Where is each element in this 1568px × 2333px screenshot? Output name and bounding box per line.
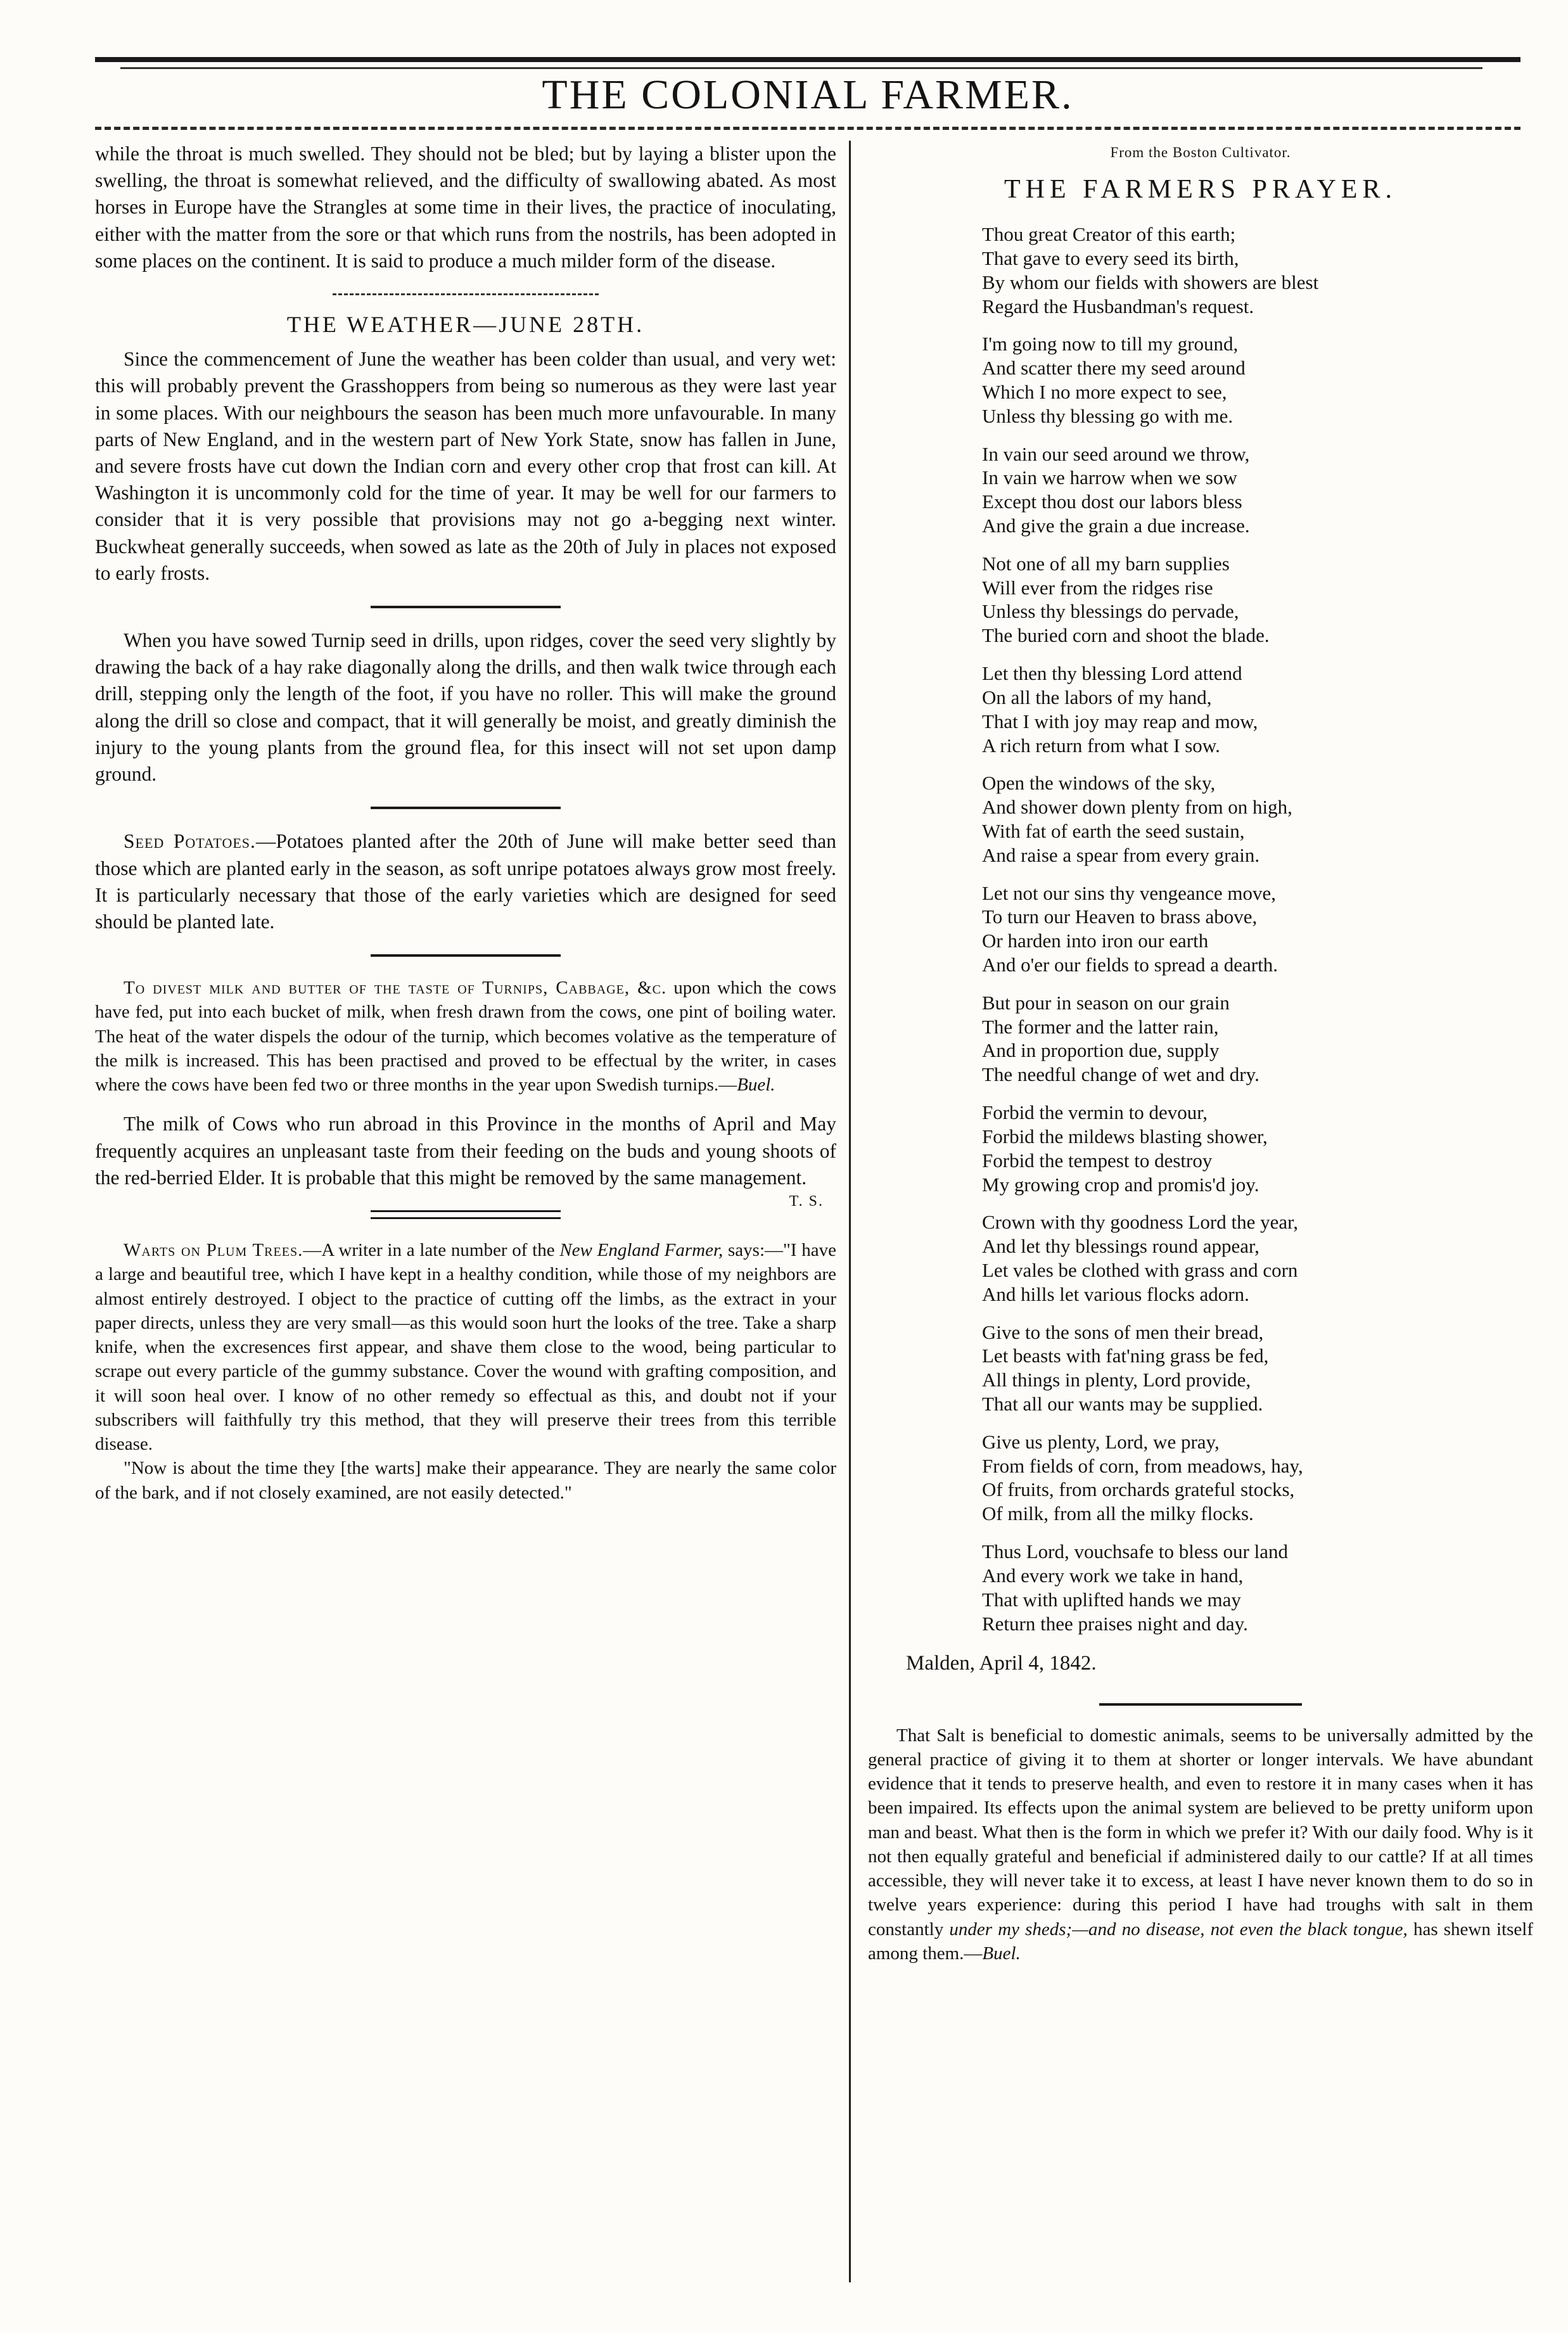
poem-stanza bbox=[982, 1210, 1533, 1306]
poem-line: Return thee praises night and day. bbox=[982, 1612, 1248, 1635]
poem-line: And raise a spear from every grain. bbox=[982, 843, 1260, 866]
section-rule bbox=[371, 807, 561, 809]
warts-article bbox=[95, 1238, 836, 1456]
warts-source: New England Farmer, bbox=[559, 1240, 723, 1261]
poem-line: Of fruits, from orchards grateful stocks, bbox=[982, 1478, 1295, 1501]
poem-line: Except thou dost our labors bless bbox=[982, 490, 1242, 513]
column-divider bbox=[849, 141, 851, 2282]
warts-intro: —A writer in a late number of the bbox=[303, 1240, 560, 1261]
poem-line: To turn our Heaven to brass above, bbox=[982, 905, 1258, 928]
poem-line: With fat of earth the seed sustain, bbox=[982, 819, 1245, 842]
poem-stanza bbox=[982, 1101, 1533, 1196]
poem-line: And o'er our fields to spread a dearth. bbox=[982, 954, 1278, 976]
milk-butter-body: upon which the cows have fed, put into each bucket of milk, when fresh drawn from the cows, one pint of boiling water. The heat of the water dispels the odour of the turnip, which becomes volative as the temperature of the milk is increased. This has been practised and proved to be effectual by the writer, in cases where the cows have been fed two or three months in the year upon Swedish turnips.— bbox=[95, 978, 836, 1096]
milk-butter-label: To divest milk and butter of the taste of Turnips, Cabbage, &c. bbox=[124, 978, 667, 999]
poem-stanza bbox=[982, 222, 1533, 318]
poem-line: But pour in season on our grain bbox=[982, 991, 1230, 1014]
seed-potatoes-article bbox=[95, 828, 836, 935]
section-double-rule bbox=[371, 1210, 561, 1219]
poem-line: The needful change of wet and dry. bbox=[982, 1063, 1259, 1086]
warts-label: Warts on Plum Trees. bbox=[124, 1240, 303, 1261]
poem-line: That all our wants may be supplied. bbox=[982, 1393, 1263, 1416]
poem-line: Forbid the mildews blasting shower, bbox=[982, 1125, 1268, 1147]
poem-line: Let then thy blessing Lord attend bbox=[982, 662, 1242, 685]
poem-line: That with uplifted hands we may bbox=[982, 1588, 1241, 1611]
poem-line: Which I no more expect to see, bbox=[982, 380, 1227, 403]
poem-line: Forbid the vermin to devour, bbox=[982, 1101, 1208, 1124]
salt-body: That Salt is beneficial to domestic animals, seems to be universally admitted by the general practice of giving it to them at shorter or longer intervals. We have abundant evidence that it tends to preserve health, and even to restore it in many cases when it has been impaired. Its effects upon the animal system are believed to be pretty uniform upon man and beast. What then is the form in which we prefer it? With our daily food. Why is it not then equally grateful and beneficial if administered daily to our cattle? If at all times accessible, they will never take it to excess, at least I have never known them to do so in twelve years experience: during this period I have had troughs with salt in them constantly bbox=[868, 1725, 1533, 1940]
masthead-rule-top bbox=[95, 57, 1520, 62]
poem-line: Give to the sons of men their bread, bbox=[982, 1320, 1264, 1343]
poem-line: And hills let various flocks adorn. bbox=[982, 1282, 1249, 1305]
strangles-article-tail: while the throat is much swelled. They should not be bled; but by laying a blister upon the swelling, the throat is somewhat relieved, and the difficulty of swallowing abated. As most horses in Europe have the Strangles at some time in their lives, the practice of inoculating, either with the matter from the sore or that which runs from the nostrils, has been adopted in some places on the continent. It is said to produce a much milder form of the disease. bbox=[95, 143, 836, 272]
weather-article: Since the commencement of June the weather has been colder than usual, and very wet: this will probably prevent the Grasshoppers from being so numerous as they were last year in some places. With our neighbours the season has been much more unfavourable. In many parts of New England, and in the western part of New York State, snow has fallen in June, and severe frosts have cut down the Indian corn and every other crop that frost can kill. At Washington it is uncommonly cold for the time of year. It may be well for our farmers to consider that it is very possible that provisions may not go a-begging next winter. Buckwheat generally succeeds, when sowed as late as the 20th of July in places not exposed to early frosts. bbox=[95, 348, 836, 584]
poem-line: That I with joy may reap and mow, bbox=[982, 710, 1258, 732]
poem-line: Crown with thy goodness Lord the year, bbox=[982, 1211, 1298, 1234]
turnip-article: When you have sowed Turnip seed in drills, upon ridges, cover the seed very slightly by drawing the back of a hay rake diagonally along the drills, and then walk twice through each drill, stepping only the length of the foot, if you have no roller. This will make the ground along the drill so close and compact, that it will generally be moist, and greatly diminish the injury to the young plants from the ground flea, for this insect will not set upon damp ground. bbox=[95, 629, 836, 786]
warts-article-continued: "Now is about the time they [the warts] make their appearance. They are nearly the same color of the bark, and if not closely examined, are not easily detected." bbox=[95, 1458, 836, 1503]
poem-line: And in proportion due, supply bbox=[982, 1039, 1220, 1062]
masthead-rule-bottom bbox=[95, 127, 1520, 130]
section-rule bbox=[333, 293, 599, 295]
poem-line: Not one of all my barn supplies bbox=[982, 552, 1230, 575]
left-column bbox=[95, 141, 836, 1505]
poem-line: Let beasts with fat'ning grass be fed, bbox=[982, 1345, 1269, 1367]
seed-potatoes-label: Seed Potatoes. bbox=[124, 830, 256, 853]
poem-stanza bbox=[982, 1320, 1533, 1416]
poem-line: The buried corn and shoot the blade. bbox=[982, 624, 1270, 647]
poem-line: The former and the latter rain, bbox=[982, 1015, 1219, 1038]
poem-stanza bbox=[982, 662, 1533, 757]
cows-milk-body: The milk of Cows who run abroad in this Province in the months of April and May frequently acquires an unpleasant taste from their feeding on the buds and young shoots of the red-berried Elder. It is probable that this might be removed by the same management. bbox=[95, 1113, 836, 1189]
poem-stanza bbox=[982, 771, 1533, 867]
cows-milk-article bbox=[95, 1111, 836, 1210]
poem-line: Let vales be clothed with grass and corn bbox=[982, 1258, 1298, 1281]
poem-line: Regard the Husbandman's request. bbox=[982, 295, 1254, 317]
poem-line: Give us plenty, Lord, we pray, bbox=[982, 1430, 1220, 1453]
poem-line: Thou great Creator of this earth; bbox=[982, 223, 1236, 246]
poem-line: Unless thy blessing go with me. bbox=[982, 404, 1233, 427]
poem-line: On all the labors of my hand, bbox=[982, 686, 1212, 708]
salt-article bbox=[868, 1723, 1533, 1966]
section-rule bbox=[371, 606, 561, 608]
poem-source: From the Boston Cultivator. bbox=[1110, 144, 1291, 160]
poem-line: I'm going now to till my ground, bbox=[982, 333, 1239, 355]
poem-stanza bbox=[982, 552, 1533, 648]
milk-butter-article bbox=[95, 976, 836, 1097]
poem-line: My growing crop and promis'd joy. bbox=[982, 1173, 1259, 1196]
poem-stanza bbox=[982, 332, 1533, 428]
section-rule bbox=[1099, 1703, 1302, 1706]
poem-line: Unless thy blessings do pervade, bbox=[982, 600, 1239, 623]
poem-line: Of milk, from all the milky flocks. bbox=[982, 1502, 1254, 1525]
poem-stanza bbox=[982, 991, 1533, 1087]
poem-line: From fields of corn, from meadows, hay, bbox=[982, 1454, 1303, 1477]
warts-body: says:—"I have a large and beautiful tree, which I have kept in a healthy condition, while those of my neighbors are almost entirely destroyed. I object to the practice of cutting off the limbs, as the extract in your paper directs, unless they are very small—as this would soon hurt the looks of the tree. Take a sharp knife, when the excresences first appear, and shave them close to the wood, being particular to scrape out every particle of the gummy substance. Cover the wound with grafting composition, and it will soon heal over. I know of no other remedy so effectual as this, and doubt not if your subscribers will faithfully try this method, that they will preserve their trees from this terrible disease. bbox=[95, 1240, 837, 1455]
milk-butter-attribution: Buel. bbox=[737, 1075, 775, 1096]
poem-title: THE FARMERS PRAYER. bbox=[1004, 174, 1397, 204]
poem-stanza bbox=[982, 442, 1533, 538]
masthead-rule-top-thin bbox=[120, 67, 1482, 69]
poem-line: In vain we harrow when we sow bbox=[982, 466, 1237, 489]
poem-line: That gave to every seed its birth, bbox=[982, 246, 1239, 269]
poem-date: Malden, April 4, 1842. bbox=[906, 1652, 1097, 1675]
poem-line: Forbid the tempest to destroy bbox=[982, 1149, 1213, 1172]
poem-line: And let thy blessings round appear, bbox=[982, 1235, 1259, 1258]
poem-stanza bbox=[982, 1430, 1533, 1526]
salt-italic: under my sheds;—and no disease, not even the black tongue, bbox=[949, 1919, 1408, 1940]
weather-heading: THE WEATHER—JUNE 28TH. bbox=[286, 312, 645, 338]
poem-line: All things in plenty, Lord provide, bbox=[982, 1369, 1251, 1391]
seed-potatoes-body: —Potatoes planted after the 20th of June will make better seed than those which are planted early in the season, as soft unripe potatoes always grow most freely. It is particularly necessary that those of the early varieties which are designed for seed should be planted late. bbox=[95, 830, 836, 933]
poem-line: Or harden into iron our earth bbox=[982, 930, 1209, 952]
poem-line: By whom our fields with showers are blest bbox=[982, 271, 1319, 293]
poem-line: And give the grain a due increase. bbox=[982, 515, 1250, 537]
cows-milk-signature: T. S. bbox=[789, 1193, 824, 1210]
poem-line: And scatter there my seed around bbox=[982, 357, 1246, 380]
right-column bbox=[868, 141, 1533, 1965]
poem-line: And shower down plenty from on high, bbox=[982, 796, 1292, 819]
masthead bbox=[95, 38, 1520, 133]
salt-attribution: Buel. bbox=[982, 1943, 1021, 1964]
poem-line: Will ever from the ridges rise bbox=[982, 576, 1213, 599]
masthead-title: THE COLONIAL FARMER. bbox=[542, 72, 1074, 118]
poem-stanza bbox=[982, 1540, 1533, 1635]
poem-line: In vain our seed around we throw, bbox=[982, 442, 1250, 465]
section-rule bbox=[371, 954, 561, 957]
poem-line: And every work we take in hand, bbox=[982, 1564, 1244, 1587]
salt-tail: has shewn itself among them.— bbox=[868, 1919, 1533, 1964]
poem-stanza bbox=[982, 881, 1533, 977]
poem-line: Open the windows of the sky, bbox=[982, 772, 1216, 795]
poem-line: Let not our sins thy vengeance move, bbox=[982, 881, 1277, 904]
poem bbox=[982, 222, 1533, 1635]
poem-line: A rich return from what I sow. bbox=[982, 734, 1220, 757]
poem-line: Thus Lord, vouchsafe to bless our land bbox=[982, 1540, 1288, 1563]
